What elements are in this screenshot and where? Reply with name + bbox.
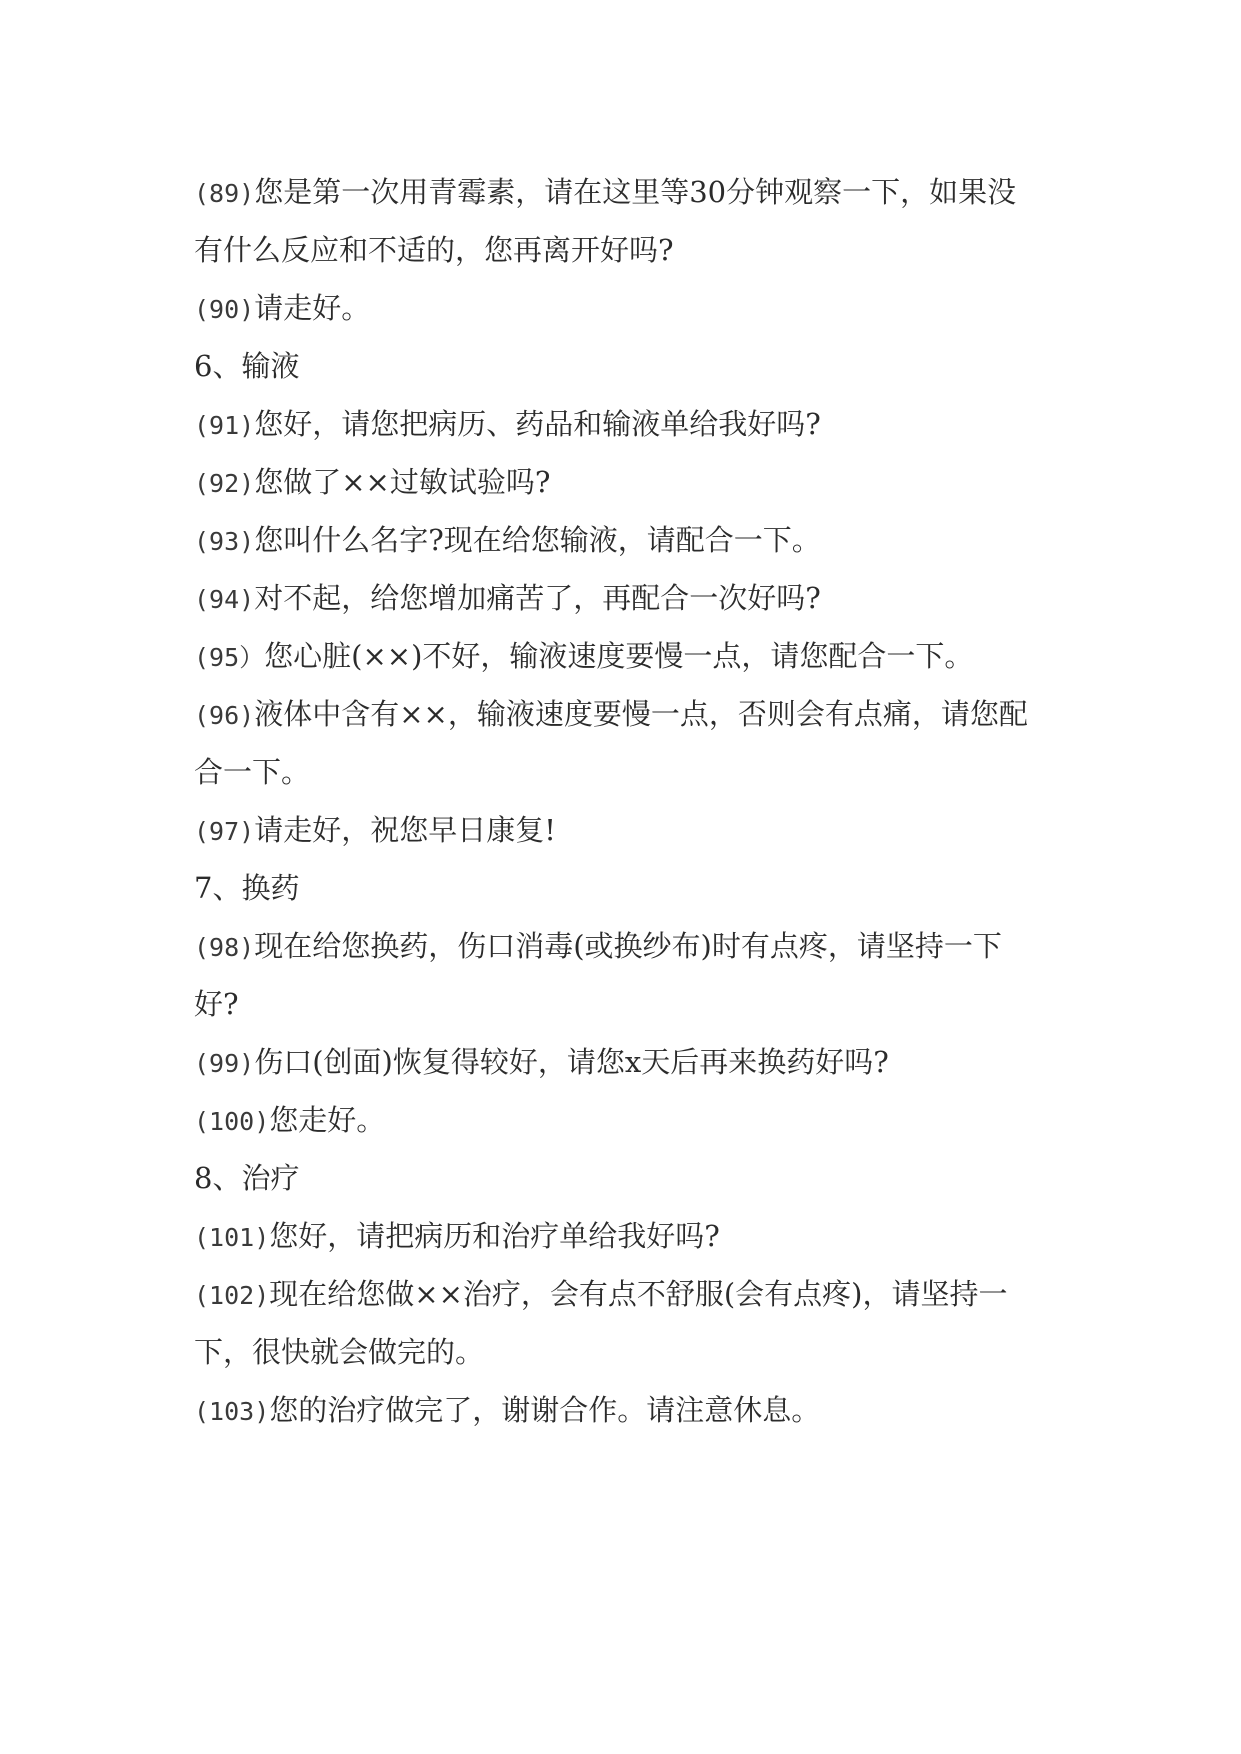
line-89 bbox=[194, 172, 1094, 214]
line-text: 请走好。 bbox=[254, 291, 371, 325]
section-heading-infusion bbox=[194, 346, 1094, 386]
line-text: 您做了××过敏试验吗? bbox=[254, 465, 551, 499]
line-92 bbox=[194, 462, 1094, 504]
line-text: 请走好，祝您早日康复! bbox=[254, 813, 556, 847]
line-98 bbox=[194, 926, 1094, 968]
item-number: (99) bbox=[194, 1049, 255, 1078]
section-title: 换药 bbox=[241, 871, 300, 905]
item-number: (98) bbox=[194, 933, 255, 962]
section-heading-treatment bbox=[194, 1158, 1094, 1198]
line-100 bbox=[194, 1100, 1094, 1142]
line-text: 现在给您做××治疗，会有点不舒服(会有点疼)，请坚持一 bbox=[269, 1277, 1008, 1311]
line-99 bbox=[194, 1042, 1094, 1084]
section-title: 输液 bbox=[241, 349, 300, 383]
line-97 bbox=[194, 810, 1094, 852]
line-95 bbox=[194, 636, 1094, 678]
line-text: 现在给您换药，伤口消毒(或换纱布)时有点疼，请坚持一下 bbox=[254, 929, 1002, 963]
line-101 bbox=[194, 1216, 1094, 1258]
section-heading-dressing bbox=[194, 868, 1094, 908]
line-text: 您叫什么名字?现在给您输液，请配合一下。 bbox=[254, 523, 821, 557]
item-number: (103) bbox=[194, 1397, 270, 1426]
line-text: 您走好。 bbox=[269, 1103, 386, 1137]
item-number: (91) bbox=[194, 411, 255, 440]
line-text: 您心脏(××)不好，输液速度要慢一点，请您配合一下。 bbox=[264, 639, 974, 673]
line-96-cont bbox=[194, 752, 1094, 794]
item-number: (96) bbox=[194, 701, 255, 730]
line-text: 您好，请您把病历、药品和输液单给我好吗? bbox=[254, 407, 821, 441]
item-number: (101) bbox=[194, 1223, 270, 1252]
line-text: 有什么反应和不适的，您再离开好吗? bbox=[194, 233, 674, 267]
item-number: (89) bbox=[194, 179, 255, 208]
line-text: 伤口(创面)恢复得较好，请您x天后再来换药好吗? bbox=[254, 1045, 889, 1079]
section-number: 8、 bbox=[194, 1161, 242, 1195]
line-102-cont bbox=[194, 1332, 1094, 1374]
line-text: 您是第一次用青霉素，请在这里等30分钟观察一下，如果没 bbox=[254, 175, 1017, 209]
line-text: 对不起，给您增加痛苦了，再配合一次好吗? bbox=[254, 581, 821, 615]
section-title: 治疗 bbox=[241, 1161, 300, 1195]
line-text: 您好，请把病历和治疗单给我好吗? bbox=[269, 1219, 720, 1253]
item-number: (94) bbox=[194, 585, 255, 614]
item-number: (93) bbox=[194, 527, 255, 556]
line-96 bbox=[194, 694, 1094, 736]
line-102 bbox=[194, 1274, 1094, 1316]
line-93 bbox=[194, 520, 1094, 562]
item-number: (92) bbox=[194, 469, 255, 498]
line-98-cont bbox=[194, 984, 1094, 1026]
line-text: 下，很快就会做完的。 bbox=[194, 1335, 485, 1369]
item-number: (100) bbox=[194, 1107, 270, 1136]
line-text: 合一下。 bbox=[194, 755, 311, 789]
line-90 bbox=[194, 288, 1094, 330]
item-number: (102) bbox=[194, 1281, 270, 1310]
section-number: 6、 bbox=[194, 349, 242, 383]
line-89-cont bbox=[194, 230, 1094, 272]
line-text: 好? bbox=[194, 987, 239, 1021]
line-103 bbox=[194, 1390, 1094, 1432]
line-91 bbox=[194, 404, 1094, 446]
item-number: (90) bbox=[194, 295, 255, 324]
line-text: 液体中含有××，输液速度要慢一点，否则会有点痛，请您配 bbox=[254, 697, 1028, 731]
line-text: 您的治疗做完了，谢谢合作。请注意休息。 bbox=[269, 1393, 821, 1427]
line-94 bbox=[194, 578, 1094, 620]
item-number: (97) bbox=[194, 817, 255, 846]
item-number: (95） bbox=[194, 643, 265, 672]
section-number: 7、 bbox=[194, 871, 242, 905]
